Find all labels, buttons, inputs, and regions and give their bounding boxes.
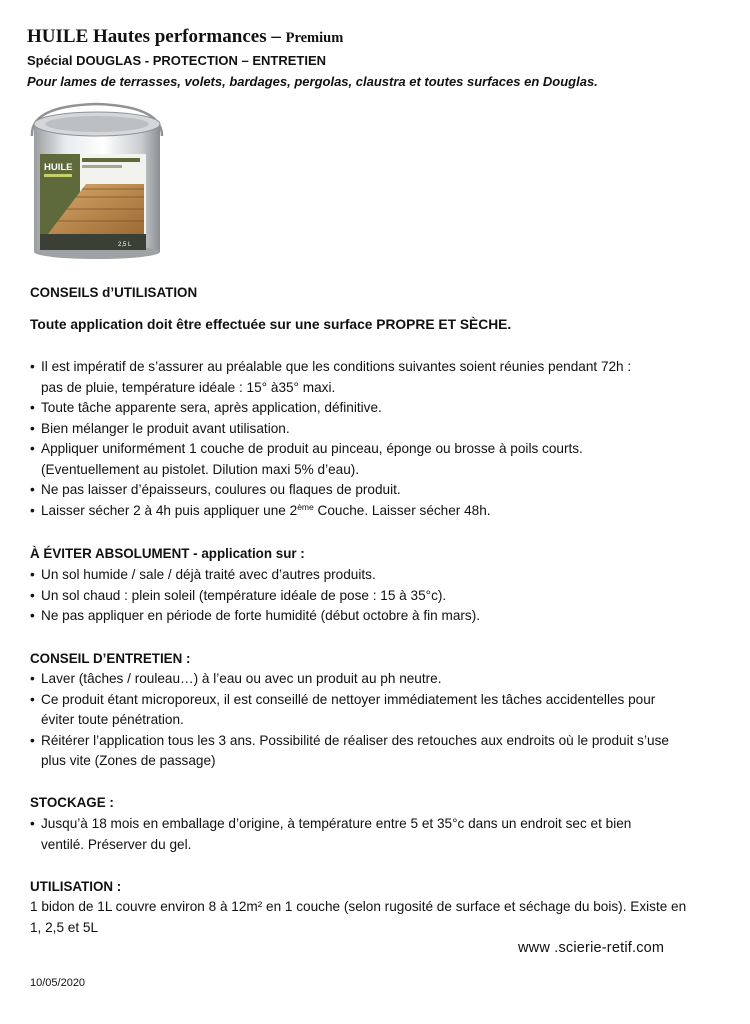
page-title xyxy=(27,26,343,48)
list-item-continuation: (Eventuellement au pistolet. Dilution maxi 5% d’eau). xyxy=(41,461,360,477)
list-item-continuation: éviter toute pénétration. xyxy=(41,712,184,727)
page-subtitle: Spécial DOUGLAS - PROTECTION – ENTRETIEN xyxy=(27,53,327,68)
list-item: • Un sol humide / sale / déjà traité avec d’autres produits. xyxy=(30,565,730,586)
list-item-continuation: plus vite (Zones de passage) xyxy=(41,753,216,768)
utilisation-line: 1 bidon de 1L couvre environ 8 à 12m² en 1 couche (selon rugosité de surface et séchage du bois). Existe en xyxy=(30,899,687,914)
list-item-text: Laisser sécher 2 à 4h puis appliquer une 2 xyxy=(41,502,298,518)
list-item-continuation: pas de pluie, température idéale : 15° à35° maxi. xyxy=(41,379,336,395)
list-item: • Ce produit étant microporeux, il est conseillé de nettoyer immédiatement les tâches accidentelles pour xyxy=(30,690,730,711)
eviter-list xyxy=(30,565,730,627)
conseils-list xyxy=(30,357,730,521)
stockage-list xyxy=(30,814,730,855)
list-item: • Bien mélanger le produit avant utilisation. xyxy=(30,419,730,440)
list-item: • Jusqu’à 18 mois en emballage d’origine, à température entre 5 et 35°c dans un endroit sec et bien xyxy=(30,814,730,835)
title-separator: – xyxy=(266,26,286,47)
website-url: www .scierie-retif.com xyxy=(518,940,665,956)
utilisation-text xyxy=(30,897,742,938)
entretien-list xyxy=(30,669,730,772)
superscript-text: ème xyxy=(297,501,314,512)
list-item: • Réitérer l’application tous les 3 ans. Possibilité de réaliser des retouches aux endroits où le produit s’use xyxy=(30,731,730,752)
list-item: • Ne pas appliquer en période de forte humidité (début octobre à fin mars). xyxy=(30,606,730,627)
utilisation-heading: UTILISATION : xyxy=(30,879,122,894)
stockage-heading: STOCKAGE : xyxy=(30,795,114,810)
list-item: • Ne pas laisser d’épaisseurs, coulures ou flaques de produit. xyxy=(30,480,730,501)
can-brand-text: HUILE xyxy=(44,162,73,173)
document-date: 10/05/2020 xyxy=(30,977,86,989)
eviter-heading: À ÉVITER ABSOLUMENT - application sur : xyxy=(30,546,305,561)
list-item xyxy=(30,501,730,522)
title-premium: Premium xyxy=(285,30,344,46)
list-item-text: Couche. Laisser sécher 48h. xyxy=(313,502,491,518)
list-item: • Appliquer uniformément 1 couche de produit au pinceau, éponge ou brosse à poils courts. xyxy=(30,439,730,460)
can-volume-text: 2,5 L xyxy=(118,242,132,248)
list-item: • Il est impératif de s’assurer au préalable que les conditions suivantes soient réunies pendant 72h : xyxy=(30,357,730,378)
list-item: • Toute tâche apparente sera, après application, définitive. xyxy=(30,398,730,419)
conseils-notice: Toute application doit être effectuée sur une surface PROPRE ET SÈCHE. xyxy=(30,317,512,332)
utilisation-line: 1, 2,5 et 5L xyxy=(30,919,99,935)
list-item-continuation: ventilé. Préserver du gel. xyxy=(41,836,192,852)
title-main: HUILE Hautes performances xyxy=(27,26,267,47)
conseils-heading: CONSEILS d’UTILISATION xyxy=(30,285,198,300)
product-can-image xyxy=(26,98,168,260)
page-intro: Pour lames de terrasses, volets, bardages, pergolas, claustra et toutes surfaces en Douglas. xyxy=(27,74,598,89)
entretien-heading: CONSEIL D’ENTRETIEN : xyxy=(30,651,191,666)
list-item: • Laver (tâches / rouleau…) à l’eau ou avec un produit au ph neutre. xyxy=(30,669,730,690)
list-item: • Un sol chaud : plein soleil (température idéale de pose : 15 à 35°c). xyxy=(30,586,730,607)
